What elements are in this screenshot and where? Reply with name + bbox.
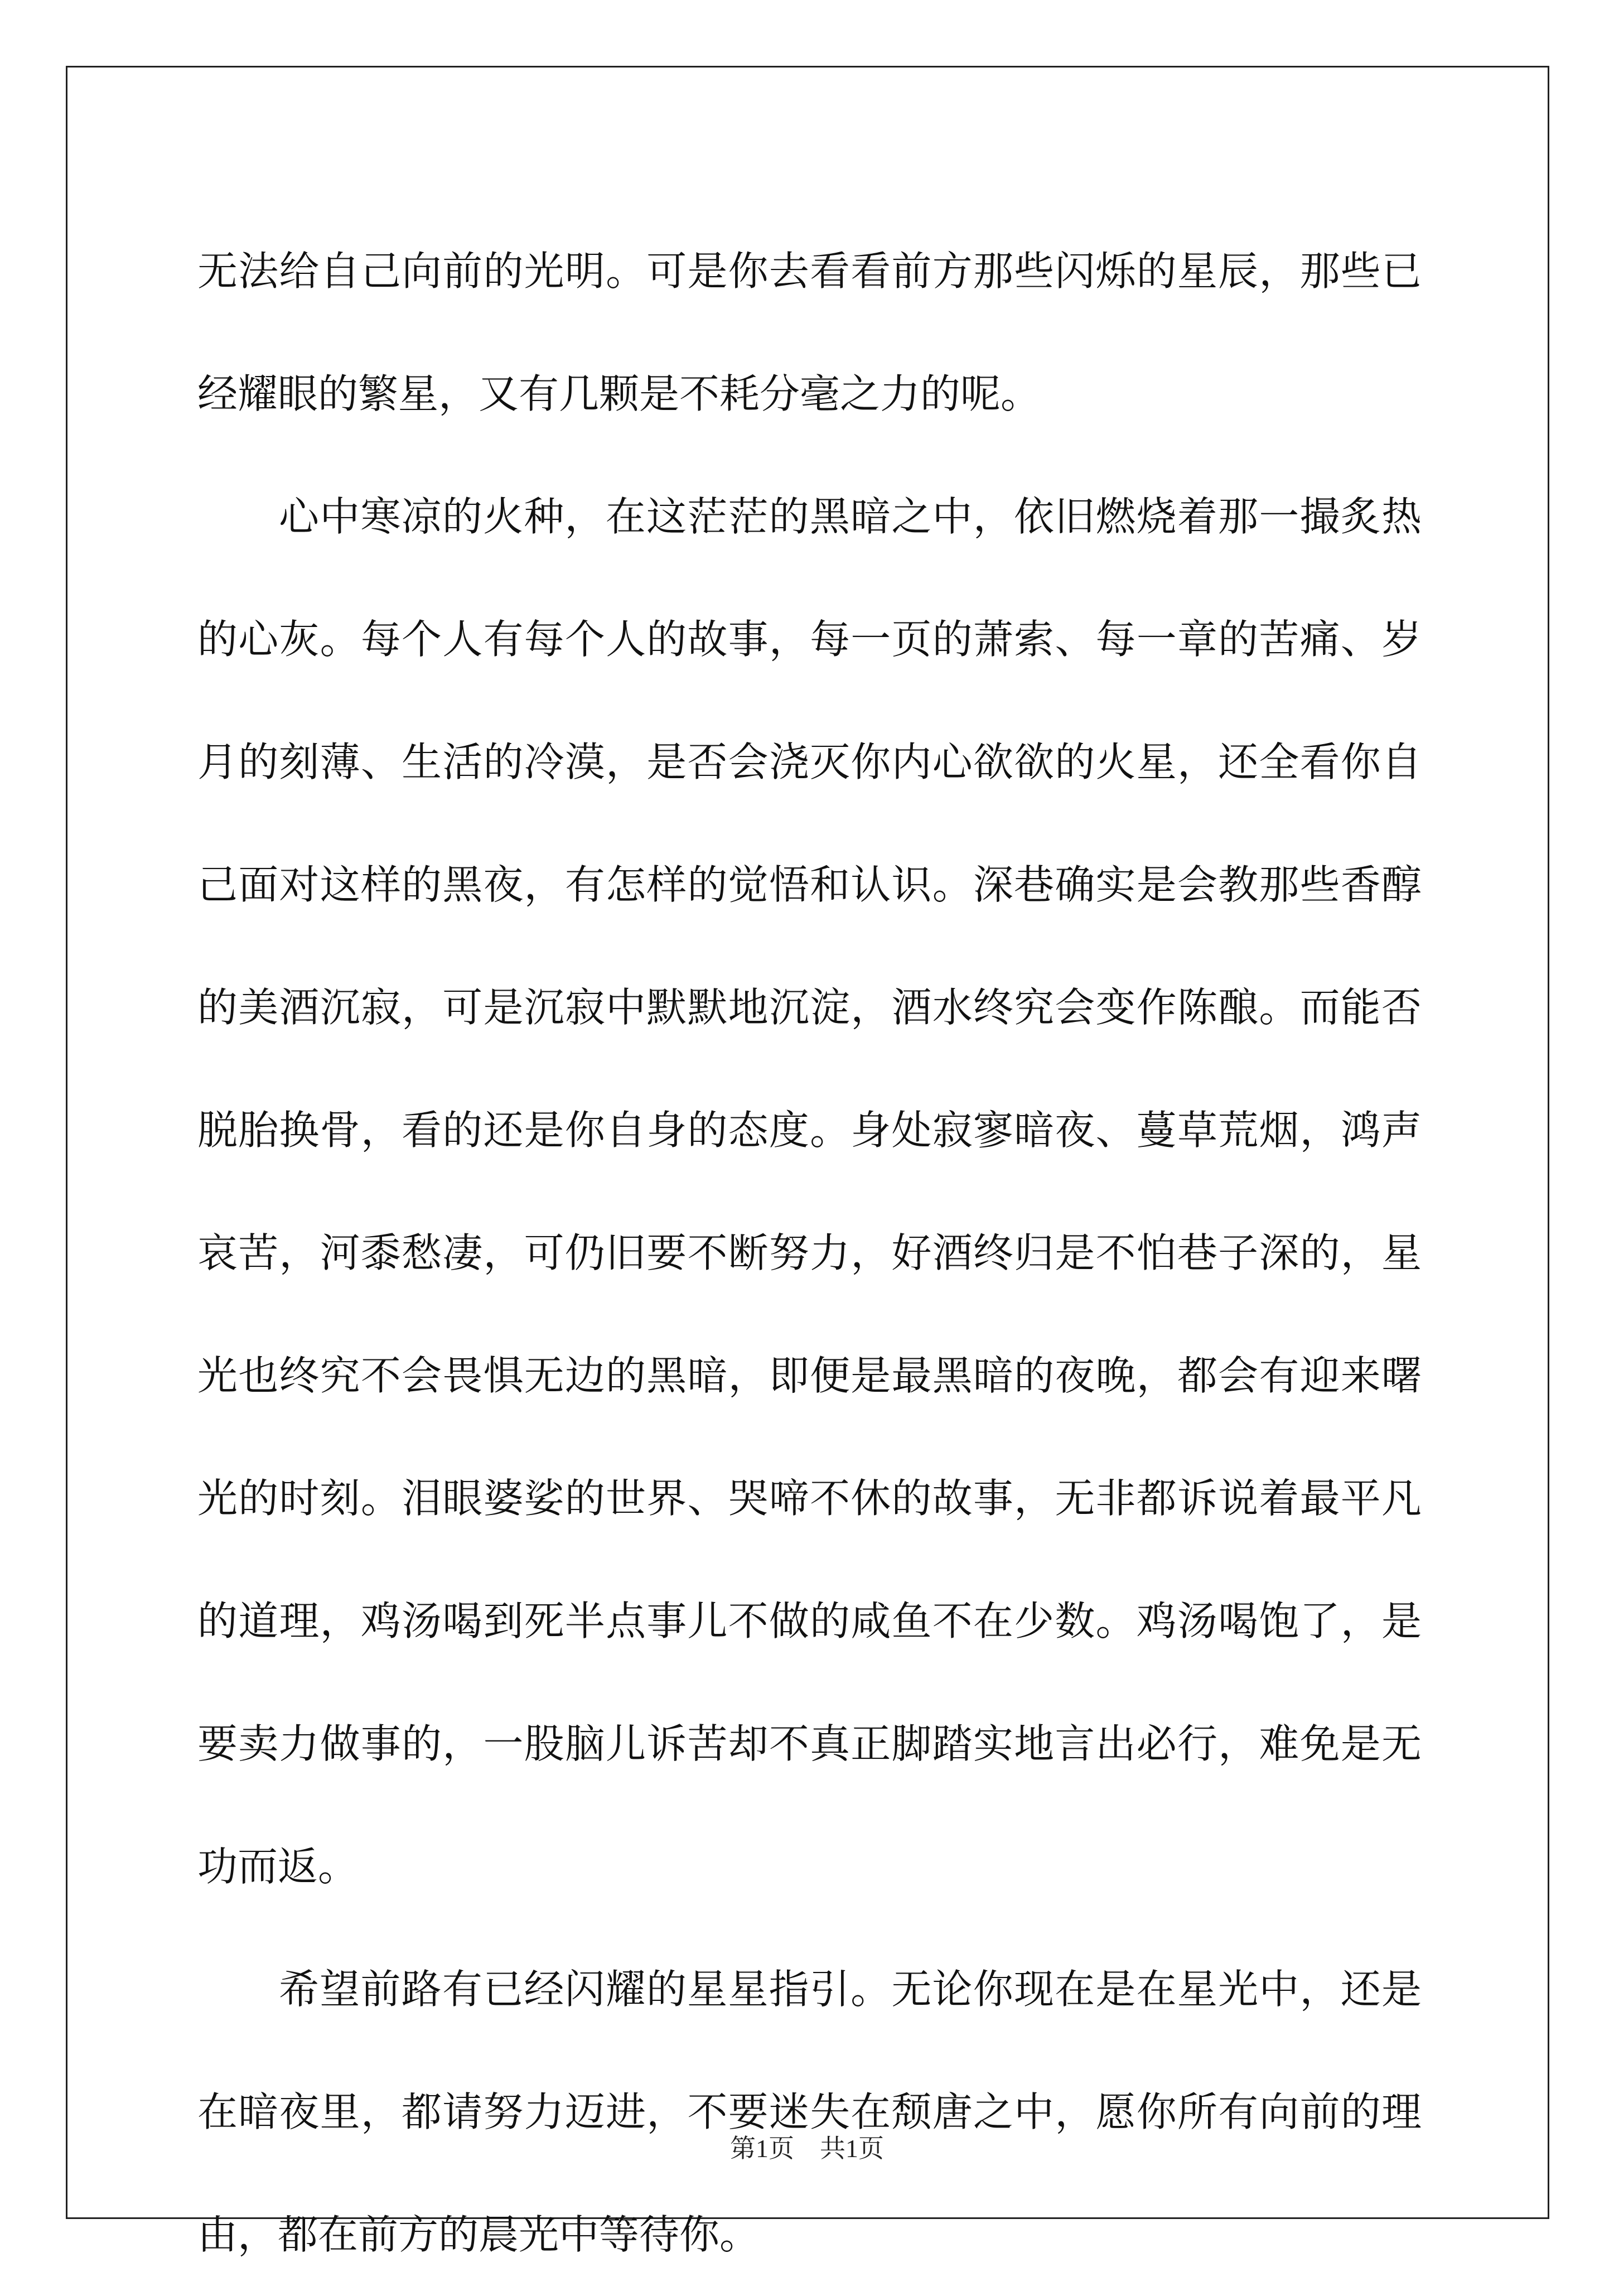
document-body: [197, 210, 1422, 2296]
text-line: 光也终究不会畏惧无边的黑暗，即便是最黑暗的夜晚，都会有迎来曙: [197, 1352, 1422, 1399]
text-line: 要卖力做事的，一股脑儿诉苦却不真正脚踏实地言出必行，难免是无: [197, 1720, 1422, 1767]
text-line: 哀苦，河黍愁凄，可仍旧要不断努力，好酒终归是不怕巷子深的，星: [197, 1229, 1422, 1276]
text-line: 光的时刻。泪眼婆娑的世界、哭啼不休的故事，无非都诉说着最平凡: [197, 1475, 1422, 1522]
text-line: 的道理，鸡汤喝到死半点事儿不做的咸鱼不在少数。鸡汤喝饱了，是: [197, 1598, 1422, 1644]
text-line: 脱胎换骨，看的还是你自身的态度。身处寂寥暗夜、蔓草荒烟，鸿声: [197, 1107, 1422, 1154]
page-number-footer: 第1页 共1页: [730, 2134, 884, 2163]
text-line: 心中寒凉的火种，在这茫茫的黑暗之中，依旧燃烧着那一撮炙热: [279, 493, 1422, 540]
text-line: 的心灰。每个人有每个人的故事，每一页的萧索、每一章的苦痛、岁: [197, 616, 1422, 663]
text-line: 功而返。: [197, 1843, 359, 1890]
text-line: 月的刻薄、生活的冷漠，是否会浇灭你内心欲欲的火星，还全看你自: [197, 739, 1422, 785]
text-line: 由，都在前方的晨光中等待你。: [197, 2211, 760, 2258]
text-line: 经耀眼的繁星，又有几颗是不耗分毫之力的呢。: [197, 370, 1041, 417]
text-line: 的美酒沉寂，可是沉寂中默默地沉淀，酒水终究会变作陈酿。而能否: [197, 984, 1422, 1031]
text-line: 己面对这样的黑夜，有怎样的觉悟和认识。深巷确实是会教那些香醇: [197, 861, 1422, 908]
text-line: 无法给自己向前的光明。可是你去看看前方那些闪烁的星辰，那些已: [197, 248, 1422, 295]
text-line: 在暗夜里，都请努力迈进，不要迷失在颓唐之中，愿你所有向前的理: [197, 2088, 1422, 2135]
text-line: 希望前路有已经闪耀的星星指引。无论你现在是在星光中，还是: [279, 1966, 1422, 2013]
